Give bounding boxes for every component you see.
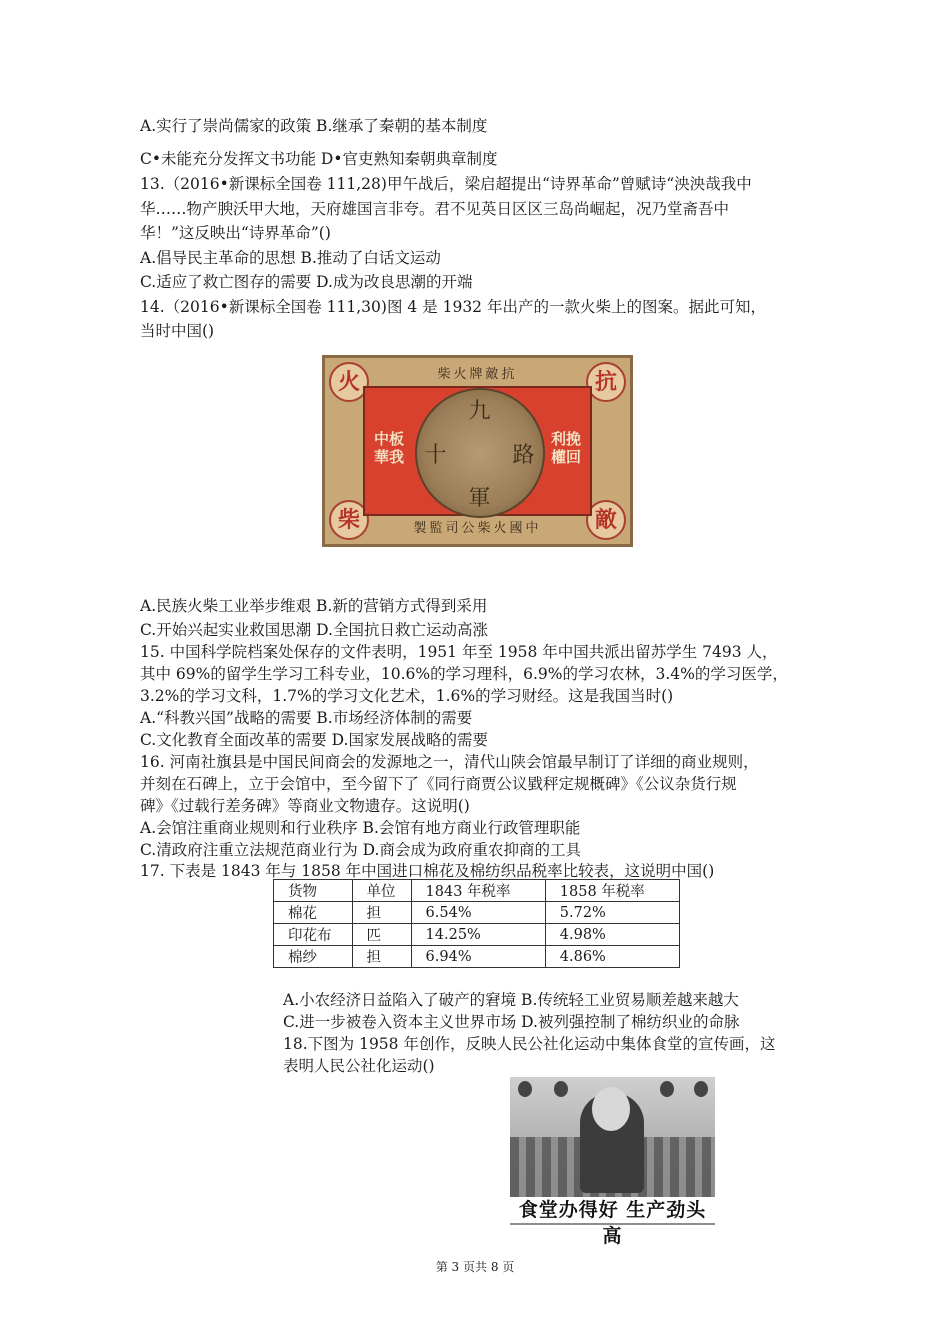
disk-char-right: 路 (512, 443, 535, 468)
table-cell: 担 (352, 902, 411, 924)
lantern-icon (554, 1081, 568, 1097)
matchbox-label-image (322, 355, 633, 547)
q17-stem: 17. 下表是 1843 年与 1858 年中国进口棉花及棉纺织品税率比较表，这说明中国() (140, 862, 715, 880)
q16-options-ab: A.会馆注重商业规则和行业秩序 B.会馆有地方商业行政管理职能 (140, 819, 581, 837)
table-header: 货物 (274, 880, 353, 902)
disk-char-bottom: 軍 (468, 486, 491, 511)
q13-options-cd: C.适应了救亡图存的需要 D.成为改良思潮的开端 (140, 273, 473, 291)
q17-options-cd: C.进一步被卷入资本主义世界市场 D.被列强控制了棉纺织业的命脉 (283, 1013, 740, 1031)
table-cell: 6.54% (411, 902, 545, 924)
table-cell: 4.98% (545, 924, 679, 946)
q16-stem-line3: 碑》《过载行差务碑》等商业文物遗存。这说明() (140, 797, 470, 815)
page-footer: 第 3 页共 8 页 (435, 1260, 515, 1274)
table-row (274, 946, 680, 968)
table-header: 1843 年税率 (411, 880, 545, 902)
table-cell: 5.72% (545, 902, 679, 924)
q15-stem-line3: 3.2%的学习文科，1.7%的学习文化艺术，1.6%的学习财经。这是我国当时() (140, 687, 674, 705)
q15-options-cd: C.文化教育全面改革的需要 D.国家发展战略的需要 (140, 731, 488, 749)
disk-char-top: 九 (468, 399, 491, 424)
lantern-icon (660, 1081, 674, 1097)
table-cell: 印花布 (274, 924, 353, 946)
table-cell: 棉花 (274, 902, 353, 924)
table-cell: 匹 (352, 924, 411, 946)
q16-stem-line1: 16. 河南社旗县是中国民间商会的发源地之一，清代山陕会馆最早制订了详细的商业规则， (140, 753, 759, 771)
disk-char-left: 十 (424, 443, 447, 468)
table-row (274, 924, 680, 946)
q14-stem-line1: 14.（2016•新课标全国卷 111,30)图 4 是 1932 年出产的一款火柴上的图案。据此可知， (140, 298, 766, 316)
matchbox-corner-tl: 火 (329, 362, 369, 402)
table-cell: 6.94% (411, 946, 545, 968)
q14-stem-line2: 当时中国() (140, 322, 215, 340)
q12-options-cd: C•未能充分发挥文书功能 D•官吏熟知秦朝典章制度 (140, 150, 498, 168)
canteen-poster-image (510, 1077, 715, 1247)
matchbox-right-slogan: 利挽權回 (550, 430, 581, 466)
table-row (274, 902, 680, 924)
matchbox-corner-bl: 柴 (329, 500, 369, 540)
matchbox-left-slogan: 中板華我 (373, 430, 404, 466)
table-cell: 担 (352, 946, 411, 968)
q13-options-ab: A.倡导民主革命的思想 B.推动了白话文运动 (140, 249, 441, 267)
matchbox-bottom-band: 製監司公柴火國中 (413, 521, 542, 536)
q18-stem-line1: 18.下图为 1958 年创作，反映人民公社化运动中集体食堂的宣传画，这 (283, 1035, 776, 1053)
q15-stem-line2: 其中 69%的留学生学习工科专业，10.6%的学习理科，6.9%的学习农林，3.4%的学习医学， (140, 665, 788, 683)
lantern-icon (518, 1081, 532, 1097)
table-header: 单位 (352, 880, 411, 902)
lantern-icon (694, 1081, 708, 1097)
q18-stem-line2: 表明人民公社化运动() (283, 1057, 435, 1075)
poster-woman-face (592, 1087, 630, 1131)
q13-stem-line2: 华……物产腴沃甲大地，天府雄国言非夸。君不见英日区区三岛尚崛起，况乃堂斋吾中 (140, 200, 730, 218)
table-cell: 棉纱 (274, 946, 353, 968)
q14-options-ab: A.民族火柴工业举步维艰 B.新的营销方式得到采用 (140, 597, 488, 615)
q15-options-ab: A.“科教兴国”战略的需要 B.市场经济体制的需要 (140, 709, 473, 727)
table-header-row (274, 880, 680, 902)
poster-caption: 食堂办得好 生产劲头高 (510, 1197, 715, 1223)
q17-options-ab: A.小农经济日益陷入了破产的窘境 B.传统轻工业贸易顺差越来越大 (283, 991, 739, 1009)
matchbox-corner-br: 敵 (586, 500, 626, 540)
q16-options-cd: C.清政府注重立法规范商业行为 D.商会成为政府重农抑商的工具 (140, 841, 581, 859)
matchbox-center-disk (415, 388, 545, 518)
q12-options-ab: A.实行了崇尚儒家的政策 B.继承了秦朝的基本制度 (140, 117, 488, 135)
tax-rate-table (273, 879, 680, 968)
table-cell: 4.86% (545, 946, 679, 968)
table-cell: 14.25% (411, 924, 545, 946)
matchbox-top-band: 柴火牌敵抗 (437, 367, 518, 382)
q13-stem-line1: 13.（2016•新课标全国卷 111,28)甲午战后，梁启超提出“诗界革命”曾赋诗“泱泱哉我中 (140, 175, 752, 193)
q16-stem-line2: 并刻在石碑上，立于会馆中，至今留下了《同行商贾公议戥秤定规概碑》《公议杂货行规 (140, 775, 737, 793)
q14-options-cd: C.开始兴起实业救国思潮 D.全国抗日救亡运动高涨 (140, 621, 488, 639)
table-header: 1858 年税率 (545, 880, 679, 902)
q15-stem-line1: 15. 中国科学院档案处保存的文件表明，1951 年至 1958 年中国共派出留苏学生 7493 人， (140, 643, 778, 661)
matchbox-corner-tr: 抗 (586, 362, 626, 402)
q13-stem-line3: 华！”这反映出“诗界革命”() (140, 224, 331, 242)
matchbox-red-panel (363, 386, 592, 516)
